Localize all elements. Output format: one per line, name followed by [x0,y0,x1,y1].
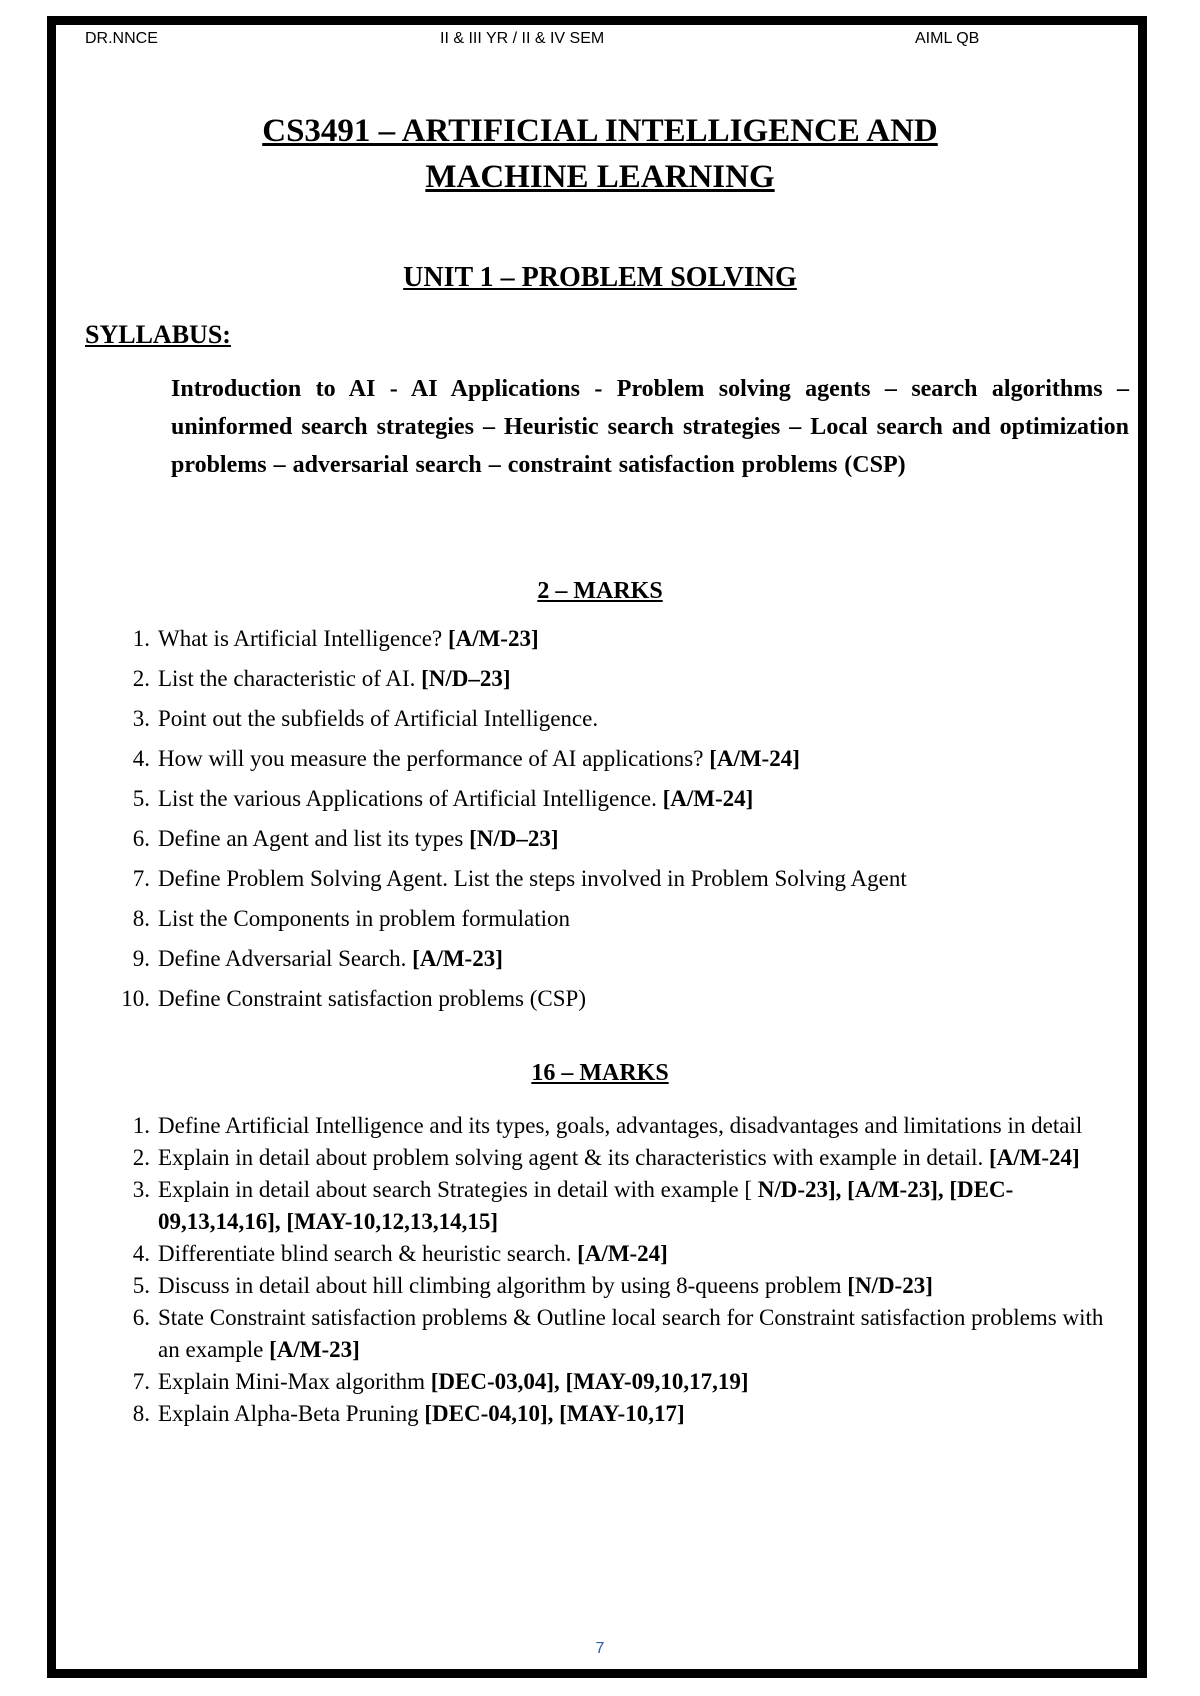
question-body [158,1174,1130,1238]
exam-tag: [A/M-24] [662,786,754,811]
syllabus-label: SYLLABUS: [85,320,231,349]
question-body [158,1398,1130,1430]
exam-tag: [A/M-23] [269,1337,360,1362]
question-body [158,1238,1130,1270]
two-marks-list [110,624,1130,1024]
question-text: List the Components in problem formulation [158,906,571,931]
question-body [158,744,1130,784]
question-body [158,824,1130,864]
question-text: List the various Applications of Artificial Intelligence. [158,786,657,811]
question-text: List the characteristic of AI. [158,666,416,691]
question-text: What is Artificial Intelligence? [158,626,443,651]
question-item [110,1302,1130,1366]
question-body [158,664,1130,704]
question-item [110,1238,1130,1270]
question-number: 10. [121,986,150,1011]
question-item [110,664,1130,704]
syllabus-text: Introduction to AI - AI Applications - Problem solving agents – search algorithms – uninformed search strategies – Heuristic search strategies – Local search and optimization problems – adversarial search – constraint satisfaction problems (CSP) [171,376,1129,478]
question-body [158,984,1130,1024]
question-item [110,1110,1130,1142]
question-number: 5. [132,786,150,811]
exam-tag: [A/M-24] [709,746,800,771]
question-number: 5. [132,1273,150,1298]
exam-tag: [A/M-24] [988,1145,1080,1170]
question-body [158,1366,1130,1398]
sixteen-marks-heading: 16 – MARKS [531,1060,669,1086]
question-text: Differentiate blind search & heuristic search. [158,1241,572,1266]
question-number: 3. [132,1177,150,1202]
question-body [158,704,1130,744]
question-body [158,1270,1130,1302]
question-item [110,824,1130,864]
question-body [158,1110,1130,1142]
title-line-2: MACHINE LEARNING [425,159,775,195]
question-text: Explain in detail about search Strategies in detail with example [ [158,1177,752,1202]
exam-tag: [DEC-03,04], [MAY-09,10,17,19] [430,1369,749,1394]
exam-tag: [A/M-23] [412,946,503,971]
question-text: Define Artificial Intelligence and its types, goals, advantages, disadvantages and limitations in detail [158,1113,1083,1138]
header-right: AIML QB [915,30,980,47]
question-body [158,784,1130,824]
question-item [110,904,1130,944]
question-text: Discuss in detail about hill climbing algorithm by using 8-queens problem [158,1273,842,1298]
question-item [110,1270,1130,1302]
question-number: 2. [132,1145,150,1170]
header-center: II & III YR / II & IV SEM [440,30,605,47]
sixteen-marks-list [110,1110,1130,1430]
question-number: 4. [132,1241,150,1266]
question-number: 1. [132,1113,150,1138]
question-number: 2. [132,666,150,691]
question-item [110,624,1130,664]
question-text: Define Problem Solving Agent. List the steps involved in Problem Solving Agent [158,866,907,891]
question-text: Define Constraint satisfaction problems (CSP) [158,986,586,1011]
question-number: 7. [132,1369,150,1394]
exam-tag: [DEC-04,10], [MAY-10,17] [424,1401,685,1426]
question-text: Explain Alpha-Beta Pruning [158,1401,419,1426]
question-text: State Constraint satisfaction problems & Outline local search for Constraint satisfaction problems with an example [158,1305,1104,1362]
question-item [110,1174,1130,1238]
two-marks-heading: 2 – MARKS [537,578,663,604]
title-line-1: CS3491 – ARTIFICIAL INTELLIGENCE AND [262,113,938,149]
question-item [110,984,1130,1024]
question-item [110,864,1130,904]
question-item [110,944,1130,984]
question-item [110,1142,1130,1174]
question-number: 6. [132,1305,150,1330]
question-number: 7. [132,866,150,891]
header-left: DR.NNCE [85,30,158,47]
question-text: Point out the subfields of Artificial Intelligence. [158,706,599,731]
question-number: 8. [132,906,150,931]
question-item [110,744,1130,784]
document-title [0,108,1200,200]
question-text: Define an Agent and list its types [158,826,464,851]
question-body [158,944,1130,984]
question-body [158,624,1130,664]
question-body [158,1302,1130,1366]
page-number: 7 [595,1640,605,1657]
question-item [110,1398,1130,1430]
question-text: How will you measure the performance of AI applications? [158,746,704,771]
question-number: 8. [132,1401,150,1426]
exam-tag: [N/D–23] [421,666,511,691]
question-number: 3. [132,706,150,731]
question-text: Define Adversarial Search. [158,946,407,971]
question-item [110,1366,1130,1398]
question-number: 1. [132,626,150,651]
question-number: 9. [132,946,150,971]
exam-tag: [A/M-24] [577,1241,668,1266]
unit-title: UNIT 1 – PROBLEM SOLVING [403,262,797,293]
question-number: 6. [132,826,150,851]
exam-tag: N/D-23], [A/M-23], [DEC-09,13,14,16], [MAY-10,12,13,14,15] [158,1177,1014,1234]
question-body [158,904,1130,944]
question-item [110,704,1130,744]
exam-tag: [N/D-23] [847,1273,933,1298]
question-item [110,784,1130,824]
exam-tag: [N/D–23] [469,826,559,851]
question-body [158,864,1130,904]
question-text: Explain Mini-Max algorithm [158,1369,426,1394]
question-number: 4. [132,746,150,771]
exam-tag: [A/M-23] [447,626,539,651]
question-text: Explain in detail about problem solving agent & its characteristics with example in detail. [158,1145,984,1170]
question-body [158,1142,1130,1174]
